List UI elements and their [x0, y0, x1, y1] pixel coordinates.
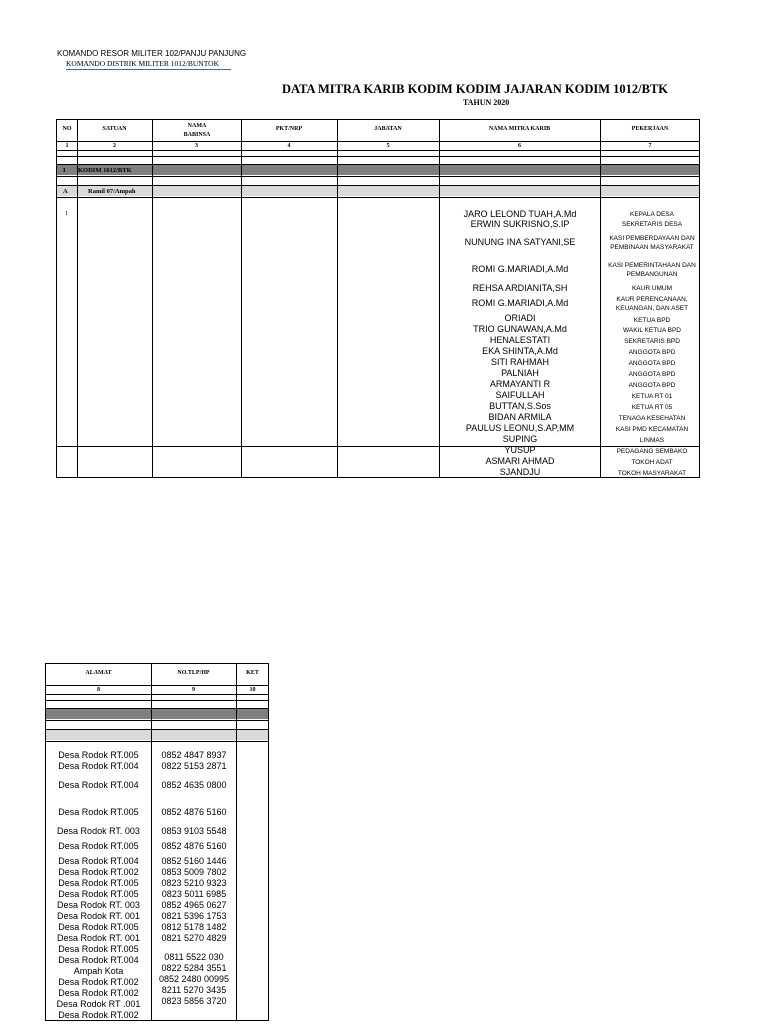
col-header-phone: NO.TLP/HP: [177, 670, 210, 676]
col-num: 9: [192, 687, 195, 693]
partner-name: YUSUP: [504, 445, 536, 455]
partner-occupation: KAUR PERENCANAAN, KEUANGAN, DAN ASET: [615, 296, 689, 312]
address-cell: Desa Rodok RT. 003: [57, 826, 140, 836]
partner-occupation: TOKOH ADAT: [631, 459, 673, 466]
col-num: 10: [249, 687, 256, 693]
phone-cell: 0852 4847 8937: [161, 750, 227, 760]
partner-name: PAULUS LEONU,S.AP,MM: [465, 423, 575, 433]
col-num: 1: [65, 143, 69, 149]
phone-cell: 0823 5210 9323: [161, 878, 227, 888]
partner-occupation: PEDAGANG SEMBAKO: [616, 448, 688, 455]
partner-occupation: SEKRETARIS BPD: [624, 338, 680, 345]
phone-cell: 0852 5160 1446: [161, 856, 227, 866]
col-header-babinsa: NAMA BABINSA: [183, 123, 211, 138]
address-cell: Desa Rodok RT.002: [58, 977, 139, 987]
section-label: KODIM 1012/BTK: [78, 167, 132, 174]
partner-name: ORIADI: [504, 313, 536, 323]
section-number: I: [63, 167, 66, 174]
phone-cell: 0812 5178 1482: [161, 922, 227, 932]
col-header-address: ALAMAT: [85, 670, 112, 676]
phone-cell: 0852 4876 5160: [161, 841, 227, 851]
phone-cell: 0853 9103 5548: [161, 826, 227, 836]
address-cell: Desa Rodok RT.005: [58, 807, 139, 817]
partner-occupation: KASI PEMERINTAHAAN DAN PEMBANGUNAN: [608, 262, 696, 278]
partner-occupation: KETUA BPD: [633, 317, 671, 324]
partner-name: ASMARI AHMAD: [485, 456, 555, 466]
col-num: 6: [518, 143, 521, 149]
phone-cell: 0822 5153 2871: [161, 761, 227, 771]
phone-cell: 0852 4876 5160: [161, 807, 227, 817]
address-cell: Desa Rodok RT.004: [58, 761, 139, 771]
partner-occupation: KASI PMD KECAMATAN: [615, 426, 689, 433]
partner-name: EKA SHINTA,A.Md: [482, 346, 558, 356]
partner-name: BUTTAN,S.Sos: [489, 401, 551, 411]
partner-occupation: TOKOH MASYARAKAT: [617, 470, 687, 477]
partner-name: BIDAN ARMILA: [488, 412, 552, 422]
subsection-number: A: [63, 188, 68, 195]
partner-name: ROMI G.MARIADI,A.Md: [471, 298, 569, 308]
phone-cell: 0821 5270 4829: [161, 933, 227, 943]
partner-name: JARO LELOND TUAH,A.Md: [463, 209, 577, 219]
address-cell: Desa Rodok RT.005: [58, 944, 139, 954]
col-num: 5: [386, 143, 390, 149]
address-cell: Desa Rodok RT.004: [58, 856, 139, 866]
phone-cell: 0811 5522 030: [164, 952, 224, 962]
partner-occupation: LINMAS: [639, 437, 665, 444]
address-cell: Desa Rodok RT.005: [58, 841, 139, 851]
col-num: 7: [648, 143, 652, 149]
address-cell: Desa Rodok RT.002: [58, 988, 139, 998]
col-header-occupation: PEKERJAAN: [631, 126, 669, 132]
address-cell: Desa Rodok RT.005: [58, 889, 139, 899]
partner-occupation: WAKIL KETUA BPD: [622, 327, 682, 334]
partner-name: NUNUNG INA SATYANI,SE: [464, 237, 576, 247]
phone-cell: 0852 4965 0627: [161, 900, 227, 910]
subsection-band: [57, 186, 699, 196]
partner-name: SAIFULLAH: [495, 390, 545, 400]
address-cell: Desa Rodok RT. 001: [57, 933, 140, 943]
partner-occupation: KETUA RT 01: [631, 393, 673, 400]
address-cell: Desa Rodok RT.004: [58, 955, 139, 965]
col-num: 3: [195, 143, 198, 149]
subsection-band: [46, 730, 268, 740]
partner-occupation: KAUR UMUM: [631, 285, 673, 292]
partner-occupation: KASI PEMBERDAYAAN DAN PEMBINAAN MASYARAKAT: [609, 235, 695, 251]
address-cell: Desa Rodok RT .001: [56, 999, 141, 1009]
col-header-no: NO: [62, 126, 72, 132]
partner-occupation: ANGGOTA BPD: [628, 360, 676, 367]
col-header-rank: PKT/NRP: [275, 126, 303, 132]
col-header-unit: SATUAN: [102, 126, 127, 132]
phone-cell: 0852 2480 00995: [158, 974, 230, 984]
col-num: 2: [113, 143, 116, 149]
partner-name: HENALESTATI: [489, 335, 551, 345]
col-header-notes: KET: [246, 670, 259, 676]
document-title: DATA MITRA KARIB KODIM KODIM JAJARAN KODIM 1012/BTK: [282, 82, 669, 96]
partner-occupation: TENAGA KESEHATAN: [618, 415, 686, 422]
partner-name: SUPING: [502, 434, 538, 444]
phone-cell: 8211 5270 3435: [161, 985, 227, 995]
phone-cell: 0852 4635 0800: [161, 780, 227, 790]
phone-cell: 0853 5009 7802: [161, 867, 227, 877]
partner-name: TRIO GUNAWAN,A.Md: [473, 324, 567, 334]
address-cell: Desa Rodok RT.005: [58, 922, 139, 932]
document-year: TAHUN 2020: [463, 98, 510, 107]
col-header-partner-name: NAMA MITRA KARIB: [488, 126, 551, 132]
address-cell: Desa Rodok RT.002: [58, 1010, 139, 1020]
phone-cell: 0823 5856 3720: [161, 996, 227, 1006]
address-cell: Desa Rodok RT. 003: [57, 900, 140, 910]
section-band: [57, 165, 699, 175]
address-cell: Desa Rodok RT.005: [58, 750, 139, 760]
partner-occupation: KEPALA DESA: [630, 211, 674, 218]
phone-cell: 0821 5396 1753: [161, 911, 227, 921]
phone-cell: 0823 5011 6985: [161, 889, 227, 899]
partner-table: [56, 119, 700, 478]
contact-table: [45, 663, 269, 1021]
partner-name: SITI RAHMAH: [490, 357, 549, 367]
col-header-position: JABATAN: [374, 126, 402, 132]
address-cell: Desa Rodok RT. 001: [57, 911, 140, 921]
address-cell: Desa Rodok RT.002: [58, 867, 139, 877]
phone-cell: 0822 5284 3551: [161, 963, 227, 973]
address-cell: Desa Rodok RT.004: [58, 780, 139, 790]
partner-name: ARMAYANTI R: [489, 379, 551, 389]
col-num: 4: [287, 143, 291, 149]
partner-occupation: ANGGOTA BPD: [628, 382, 676, 389]
partner-name: ERWIN SUKRISNO,S.IP: [470, 219, 570, 229]
subsection-label: Ramil 07/Ampah: [88, 188, 136, 195]
section-band: [46, 709, 268, 719]
partner-name: SJANDJU: [499, 467, 541, 477]
col-num: 8: [97, 687, 100, 693]
command-header: KOMANDO RESOR MILITER 102/PANJU PANJUNG: [57, 49, 247, 58]
partner-occupation: ANGGOTA BPD: [628, 371, 676, 378]
partner-name: ROMI G.MARIADI,A.Md: [471, 264, 569, 274]
district-header: KOMANDO DISTRIK MILITER 1012/BUNTOK: [66, 59, 231, 70]
partner-occupation: SEKRETARIS DESA: [621, 221, 683, 228]
address-cell: Desa Rodok RT.005: [58, 878, 139, 888]
address-cell: Ampah Kota: [73, 966, 124, 976]
partner-occupation: ANGGOTA BPD: [628, 349, 676, 356]
row-number: 1: [65, 210, 69, 217]
partner-name: PALNIAH: [501, 368, 539, 378]
partner-occupation: KETUA RT 05: [631, 404, 673, 411]
partner-name: REHSA ARDIANITA,SH: [472, 283, 568, 293]
